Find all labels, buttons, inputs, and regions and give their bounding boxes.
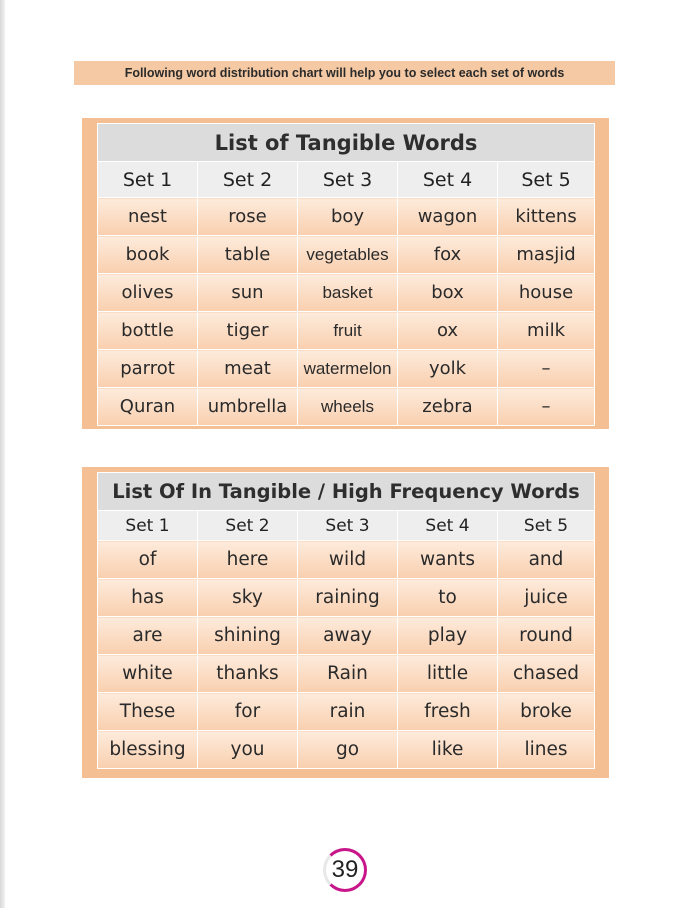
word-cell: nest <box>98 198 198 236</box>
word-cell: house <box>498 274 595 312</box>
table-row <box>98 655 595 693</box>
table-row <box>98 350 595 388</box>
word-cell: fresh <box>398 693 498 731</box>
word-cell: vegetables <box>298 236 398 274</box>
word-cell: chased <box>498 655 595 693</box>
set-header: Set 4 <box>398 162 498 198</box>
set-header: Set 1 <box>98 511 198 541</box>
word-cell: broke <box>498 693 595 731</box>
word-cell: sky <box>198 579 298 617</box>
word-cell: for <box>198 693 298 731</box>
word-cell: – <box>498 388 595 426</box>
word-cell: fruit <box>298 312 398 350</box>
word-cell: masjid <box>498 236 595 274</box>
word-cell: meat <box>198 350 298 388</box>
word-cell: round <box>498 617 595 655</box>
word-cell: wants <box>398 541 498 579</box>
word-cell: little <box>398 655 498 693</box>
word-cell: olives <box>98 274 198 312</box>
word-cell: blessing <box>98 731 198 769</box>
word-cell: basket <box>298 274 398 312</box>
word-cell: sun <box>198 274 298 312</box>
word-cell: here <box>198 541 298 579</box>
word-cell: ox <box>398 312 498 350</box>
intangible-table-title: List Of In Tangible / High Frequency Words <box>98 473 595 511</box>
set-header: Set 3 <box>298 511 398 541</box>
word-cell: boy <box>298 198 398 236</box>
word-cell: umbrella <box>198 388 298 426</box>
tangible-words-panel <box>82 118 609 429</box>
word-cell: rain <box>298 693 398 731</box>
word-cell: like <box>398 731 498 769</box>
intangible-words-panel <box>82 467 609 778</box>
word-cell: box <box>398 274 498 312</box>
table-row <box>98 198 595 236</box>
table-row <box>98 693 595 731</box>
word-cell: watermelon <box>298 350 398 388</box>
word-cell: shining <box>198 617 298 655</box>
word-cell: play <box>398 617 498 655</box>
word-cell: book <box>98 236 198 274</box>
intangible-words-table <box>97 472 595 769</box>
page-number: 39 <box>323 848 367 892</box>
tangible-words-table <box>97 123 595 426</box>
word-cell: juice <box>498 579 595 617</box>
table-row <box>98 731 595 769</box>
word-cell: go <box>298 731 398 769</box>
word-cell: zebra <box>398 388 498 426</box>
word-cell: bottle <box>98 312 198 350</box>
set-header: Set 3 <box>298 162 398 198</box>
table-row <box>98 312 595 350</box>
set-header: Set 1 <box>98 162 198 198</box>
table-row <box>98 388 595 426</box>
word-cell: raining <box>298 579 398 617</box>
word-cell: away <box>298 617 398 655</box>
word-cell: Rain <box>298 655 398 693</box>
word-cell: are <box>98 617 198 655</box>
word-cell: These <box>98 693 198 731</box>
table-row <box>98 236 595 274</box>
set-header: Set 2 <box>198 511 298 541</box>
word-cell: Quran <box>98 388 198 426</box>
word-cell: wild <box>298 541 398 579</box>
word-cell: kittens <box>498 198 595 236</box>
table-row <box>98 274 595 312</box>
word-cell: and <box>498 541 595 579</box>
set-header: Set 5 <box>498 162 595 198</box>
word-cell: tiger <box>198 312 298 350</box>
page-edge <box>0 0 5 908</box>
word-cell: has <box>98 579 198 617</box>
word-cell: milk <box>498 312 595 350</box>
word-cell: wheels <box>298 388 398 426</box>
set-header: Set 5 <box>498 511 595 541</box>
instruction-banner: Following word distribution chart will help you to select each set of words <box>74 61 615 85</box>
word-cell: table <box>198 236 298 274</box>
set-header: Set 4 <box>398 511 498 541</box>
table-row <box>98 617 595 655</box>
word-cell: white <box>98 655 198 693</box>
word-cell: you <box>198 731 298 769</box>
table-row <box>98 541 595 579</box>
table-row <box>98 579 595 617</box>
word-cell: parrot <box>98 350 198 388</box>
word-cell: rose <box>198 198 298 236</box>
word-cell: fox <box>398 236 498 274</box>
word-cell: lines <box>498 731 595 769</box>
word-cell: to <box>398 579 498 617</box>
word-cell: – <box>498 350 595 388</box>
word-cell: of <box>98 541 198 579</box>
word-cell: wagon <box>398 198 498 236</box>
tangible-table-title: List of Tangible Words <box>98 124 595 162</box>
word-cell: yolk <box>398 350 498 388</box>
set-header: Set 2 <box>198 162 298 198</box>
word-cell: thanks <box>198 655 298 693</box>
